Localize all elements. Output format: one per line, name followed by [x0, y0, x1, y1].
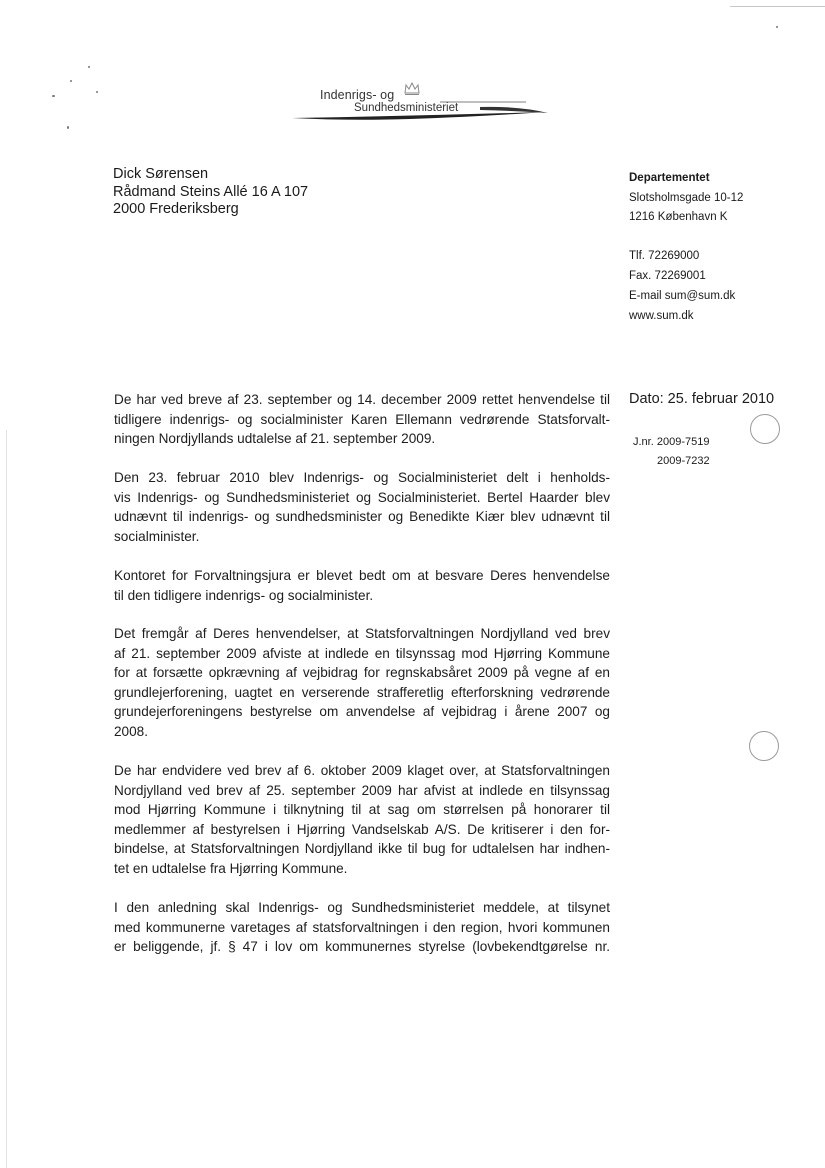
recipient-address	[113, 166, 308, 219]
body-paragraph-5	[114, 761, 610, 878]
recipient-street: Rådmand Steins Allé 16 A 107	[113, 183, 309, 200]
ministry-logo	[290, 80, 552, 122]
letter-date: Dato: 25. februar 2010	[629, 391, 775, 407]
sender-fax: Fax. 72269001	[629, 270, 706, 282]
body-paragraph-3	[114, 566, 610, 605]
paragraph-line: tet en udtalelse fra Hjørring Kommune.	[114, 860, 348, 876]
sender-street: Slotsholmsgade 10-12	[629, 192, 744, 204]
journal-number-secondary: 2009-7232	[657, 455, 710, 467]
scan-speck	[776, 26, 778, 28]
paragraph-line: grundlejerforening, uagtet en verserende strafferetlig efterforskning vedrørende	[114, 684, 610, 700]
paragraph-line: De har endvidere ved brev af 6. oktober 2009 klaget over, at Statsforvaltningen	[114, 763, 610, 778]
paragraph-line: grundejerforeningens bestyrelse om anvendelse af vejbidrag i årene 2007 og	[114, 704, 610, 719]
paragraph-line: De har ved breve af 23. september og 14. december 2009 rettet henvendelse til	[114, 392, 610, 407]
journal-number: J.nr. 2009-7519	[633, 436, 710, 448]
scan-speck	[96, 91, 98, 93]
body-paragraph-6	[114, 898, 610, 957]
paragraph-line: mod Hjørring Kommune i tilknytning til at sag om størrelsen på honorarer til	[114, 802, 610, 817]
paragraph-line: med kommunerne varetages af statsforvaltningen i den region, hvori kommunen	[114, 919, 610, 935]
paragraph-line: 2008.	[114, 723, 149, 739]
scan-speck	[67, 126, 69, 129]
paragraph-line: for at forsætte opkrævning af vejbidrag for regnskabsåret 2009 på vegne af en	[114, 665, 610, 680]
paragraph-line: Nordjylland ved brev af 25. september 2009 har afvist at indlede en tilsynssag	[114, 782, 610, 798]
sender-email[interactable]: E-mail sum@sum.dk	[629, 290, 736, 302]
sender-website[interactable]: www.sum.dk	[629, 310, 694, 322]
paragraph-line: bindelse, at Statsforvaltningen Nordjylland ikke til bug for udtalelsen har indhen-	[114, 841, 610, 856]
logo-text-line1: Indenrigs- og	[320, 88, 395, 102]
recipient-name: Dick Sørensen	[113, 166, 209, 182]
scan-edge-line	[730, 6, 825, 7]
paragraph-line: udnævnt til indenrigs- og sundhedsminister og Benedikte Kiær blev udnævnt til	[114, 509, 610, 524]
paragraph-line: medlemmer af bestyrelsen i Hjørring Vandselskab A/S. De kritiserer i den for-	[114, 821, 610, 837]
recipient-city: 2000 Frederiksberg	[113, 201, 239, 217]
paragraph-line: Kontoret for Forvaltningsjura er blevet bedt om at besvare Deres henvendelse	[114, 568, 610, 583]
paragraph-line: er beliggende, jf. § 47 i lov om kommunernes styrelse (lovbekendtgørelse nr.	[114, 939, 610, 954]
scan-edge-line	[6, 430, 7, 1168]
paragraph-line: Det fremgår af Deres henvendelser, at Statsforvaltningen Nordjylland ved brev	[114, 626, 610, 641]
paragraph-line: I den anledning skal Indenrigs- og Sundhedsministeriet meddele, at tilsynet	[114, 900, 610, 915]
scan-speck	[88, 66, 90, 68]
logo-text-line2: Sundhedsministeriet	[354, 102, 459, 114]
paragraph-line: ningen Nordjyllands udtalelse af 21. september 2009.	[114, 431, 436, 446]
paragraph-line: tidligere indenrigs- og socialminister Karen Ellemann vedrørende Statsforvalt-	[114, 411, 610, 427]
scan-speck	[70, 80, 72, 82]
scan-speck	[52, 95, 55, 97]
paragraph-line: socialminister.	[114, 528, 200, 544]
body-paragraph-1	[114, 390, 610, 449]
sender-city: 1216 København K	[629, 211, 728, 223]
paragraph-line: Den 23. februar 2010 blev Indenrigs- og Socialministeriet delt i henholds-	[114, 470, 610, 485]
sender-phone: Tlf. 72269000	[629, 250, 700, 262]
paragraph-line: til den tidligere indenrigs- og socialminister.	[114, 587, 374, 603]
paragraph-line: vis Indenrigs- og Sundhedsministeriet og Socialministeriet. Bertel Haarder blev	[114, 489, 610, 505]
punch-hole	[750, 414, 780, 444]
punch-hole	[749, 731, 779, 761]
sender-department: Departementet	[629, 172, 710, 184]
body-paragraph-4	[114, 624, 610, 741]
paragraph-line: af 21. september 2009 afviste at indlede en tilsynssag mod Hjørring Kommune	[114, 645, 610, 661]
crown-icon	[402, 80, 422, 96]
body-paragraph-2	[114, 468, 610, 546]
